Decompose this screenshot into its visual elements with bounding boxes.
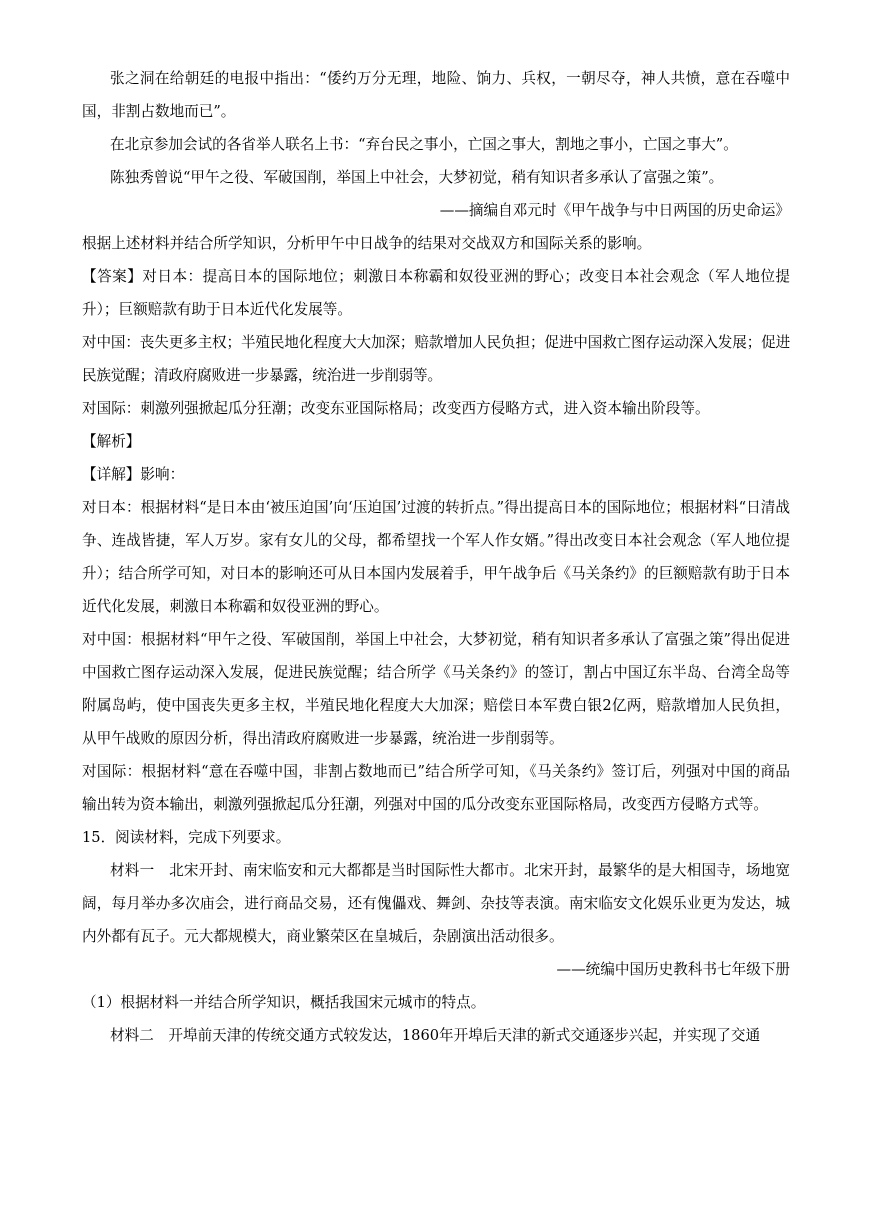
material-paragraph-zhang-zhidong: 张之洞在给朝廷的电报中指出：“倭约万分无理，地险、饷力、兵权，一朝尽夺，神人共愤，意在吞噬中国，非割占数地而已”。 [82, 70, 790, 120]
material-paragraph-chen-duxiu: 陈独秀曾说“甲午之役、军破国削，举国上中社会，大梦初觉，稍有知识者多承认了富强之策”。 [110, 169, 724, 186]
question-15-part-1: （1）根据材料一并结合所学知识，概括我国宋元城市的特点。 [82, 994, 486, 1011]
detail-international: 对国际：根据材料“意在吞噬中国，非割占数地而已”结合所学可知，《马关条约》签订后，列强对中国的商品输出转为资本输出，刺激列强掀起瓜分狂潮，列强对中国的瓜分改变东亚国际格局，改变西方侵略方式等。 [82, 763, 790, 813]
detail-japan: 对日本：根据材料“是日本由‘被压迫国’向‘压迫国’过渡的转折点。”得出提高日本的国际地位；根据材料“日清战争、连战皆捷，军人万岁。家有女儿的父母，都希望找一个军人作女婿。”得出改变日本社会观念（军人地位提升）；结合所学可知，对日本的影响还可从日本国内发展着手，甲午战争后《马关条约》的巨额赔款有助于日本近代化发展，刺激日本称霸和奴役亚洲的野心。 [82, 499, 790, 615]
question-15-heading: 15．阅读材料，完成下列要求。 [82, 829, 291, 846]
answer-japan: 【答案】对日本：提高日本的国际地位；刺激日本称霸和奴役亚洲的野心；改变日本社会观念（军人地位提升）；巨额赔款有助于日本近代化发展等。 [82, 268, 790, 318]
detail-heading: 【详解】影响： [82, 466, 185, 483]
detail-china: 对中国：根据材料“甲午之役、军破国削，举国上中社会，大梦初觉，稍有知识者多承认了富强之策”得出促进中国救亡图存运动深入发展，促进民族觉醒；结合所学《马关条约》的签订，割占中国辽东半岛、台湾全岛等附属岛屿，使中国丧失更多主权，半殖民地化程度大大加深；赔偿日本军费白银2亿两，赔款增加人民负担，从甲午战败的原因分析，得出清政府腐败进一步暴露，统治进一步削弱等。 [82, 631, 790, 747]
source-citation: ——摘编自邓元时《甲午战争与中日两国的历史命运》 [439, 202, 790, 219]
answer-international: 对国际：刺激列强掀起瓜分狂潮；改变东亚国际格局；改变西方侵略方式，进入资本输出阶段等。 [82, 400, 710, 417]
material-one: 材料一 北宋开封、南宋临安和元大都都是当时国际性大都市。北宋开封，最繁华的是大相国寺，场地宽阔，每月举办多次庙会，进行商品交易，还有傀儡戏、舞剑、杂技等表演。南宋临安文化娱乐业更为发达，城内外都有瓦子。元大都规模大，商业繁荣区在皇城后，杂剧演出活动很多。 [82, 862, 790, 945]
question-prompt: 根据上述材料并结合所学知识，分析甲午中日战争的结果对交战双方和国际关系的影响。 [82, 235, 652, 252]
document-page [82, 62, 790, 1052]
material-one-source: ——统编中国历史教科书七年级下册 [556, 961, 790, 978]
material-two: 材料二 开埠前天津的传统交通方式较发达，1860年开埠后天津的新式交通逐步兴起，并实现了交通 [110, 1027, 761, 1044]
answer-china: 对中国：丧失更多主权；半殖民地化程度大大加深；赔款增加人民负担；促进中国救亡图存运动深入发展；促进民族觉醒；清政府腐败进一步暴露，统治进一步削弱等。 [82, 334, 790, 384]
analysis-heading: 【解析】 [82, 433, 141, 450]
material-paragraph-juren-petition: 在北京参加会试的各省举人联名上书：“弃台民之事小，亡国之事大，割地之事小，亡国之事大”。 [110, 136, 738, 153]
